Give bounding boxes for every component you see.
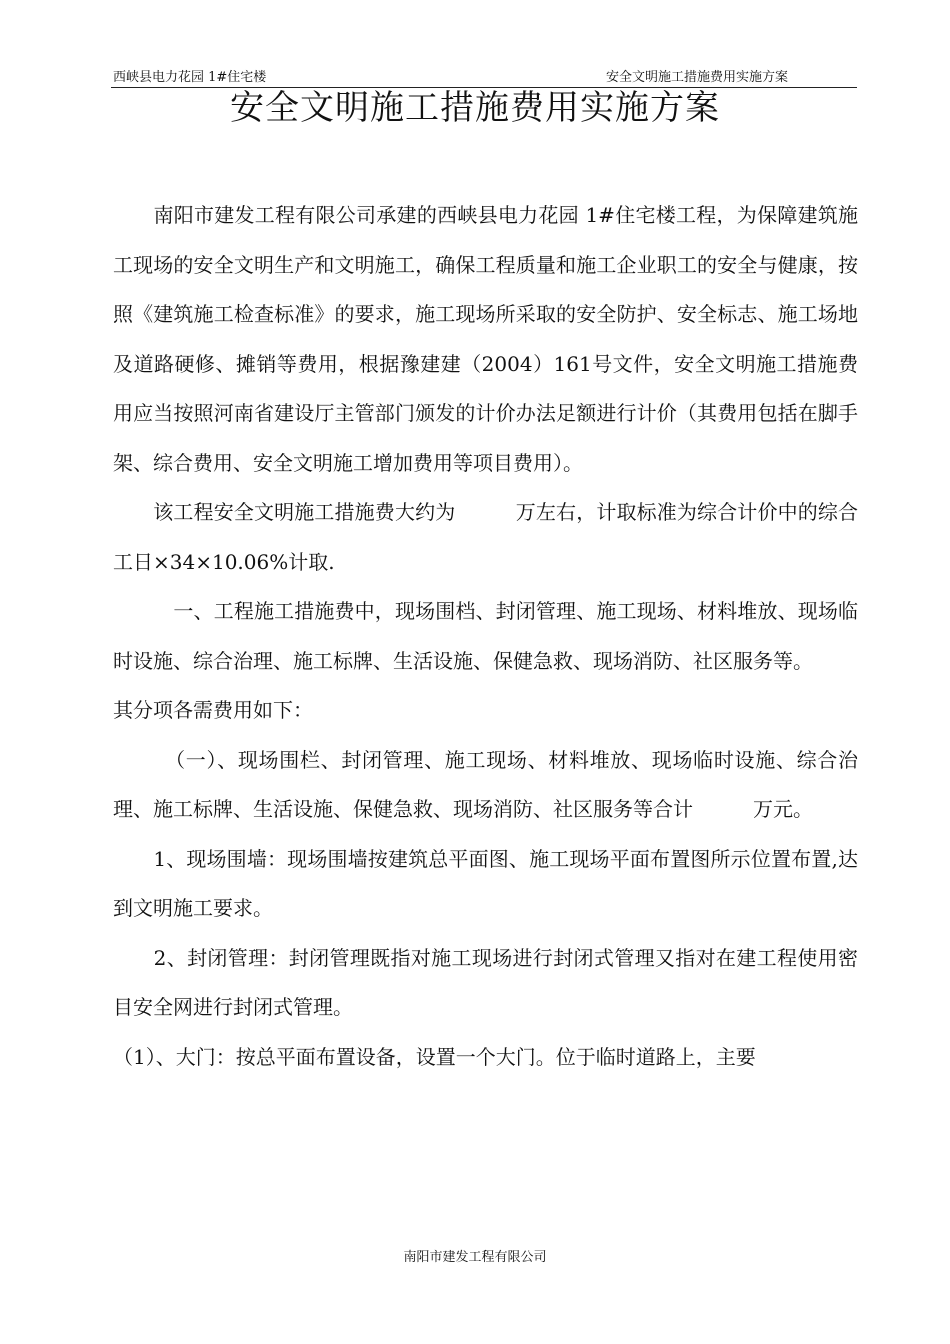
paragraph-itemized-intro: 其分项各需费用如下：: [113, 698, 313, 722]
paragraph-item-enclosure: 2、封闭管理：封闭管理既指对施工现场进行封闭式管理又指对在建工程使用密目安全网进行封闭式管理。: [113, 945, 858, 1019]
page-title: 安全文明施工措施费用实施方案: [230, 88, 720, 128]
paragraph-subsection-one: （一）、现场围栏、封闭管理、施工现场、材料堆放、现场临时设施、综合治理、施工标牌、生活设施、保健急救、现场消防、社区服务等合计 万元。: [113, 747, 858, 821]
paragraph-intro: 南阳市建发工程有限公司承建的西峡县电力花园 1#住宅楼工程，为保障建筑施工现场的安全文明生产和文明施工，确保工程质量和施工企业职工的安全与健康，按照《建筑施工检查标准》的要求，施工现场所采取的安全防护、安全标志、施工场地及道路硬修、摊销等费用，根据豫建建（2004）161号文件，安全文明施工措施费用应当按照河南省建设厅主管部门颁发的计价办法足额进行计价（其费用包括在脚手架、综合费用、安全文明施工增加费用等项目费用）。: [113, 203, 858, 475]
paragraph-item-gate: （1）、大门：按总平面布置设备，设置一个大门。位于临时道路上，主要: [113, 1044, 756, 1069]
paragraph-cost-estimate: 该工程安全文明施工措施费大约为 万左右，计取标准为综合计价中的综合工日×34×10.06%计取.: [113, 500, 858, 574]
paragraph-item-wall: 1、现场围墙：现场围墙按建筑总平面图、施工现场平面布置图所示位置布置,达到文明施工要求。: [113, 846, 858, 920]
page-footer: 南阳市建发工程有限公司: [403, 1250, 547, 1265]
running-header-document: 安全文明施工措施费用实施方案: [606, 70, 789, 85]
document-body: [113, 191, 858, 1082]
paragraph-section-one: 一、工程施工措施费中，现场围档、封闭管理、施工现场、材料堆放、现场临时设施、综合治理、施工标牌、生活设施、保健急救、现场消防、社区服务等。: [113, 599, 858, 673]
running-header-project: 西峡县电力花园 1#住宅楼: [113, 70, 267, 85]
